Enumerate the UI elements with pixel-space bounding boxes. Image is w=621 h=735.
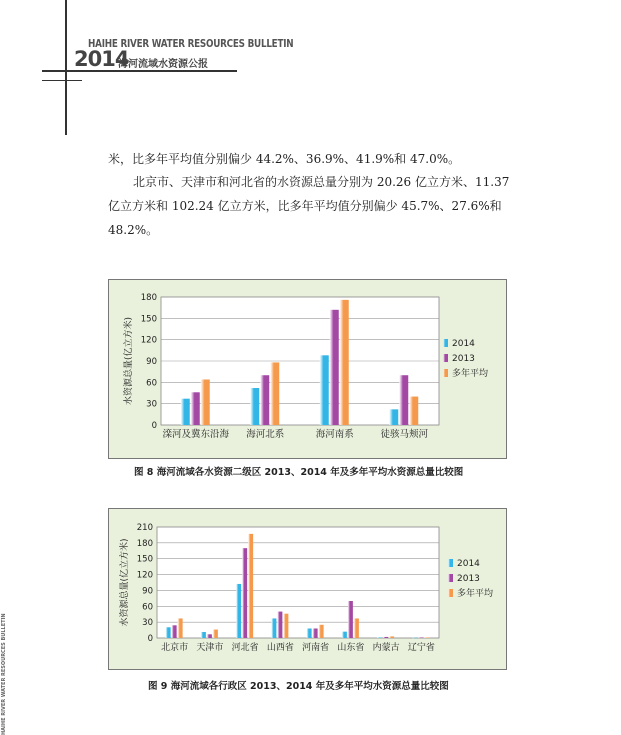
bar-2014 (389, 409, 398, 425)
y-tick-label: 120 (140, 335, 157, 346)
bar-多年平均 (283, 614, 288, 638)
bar-2013 (207, 634, 212, 638)
legend-label: 2014 (452, 339, 475, 349)
legend-swatch (448, 589, 453, 597)
legend-swatch (443, 369, 448, 377)
legend-swatch (448, 559, 453, 567)
bar-多年平均 (248, 534, 253, 638)
y-tick-label: 0 (151, 421, 157, 431)
bar-多年平均 (354, 618, 359, 638)
y-tick-label: 150 (140, 314, 157, 325)
legend-label: 2013 (452, 354, 475, 364)
chart-figure-9 (108, 508, 507, 670)
y-tick-label: 180 (140, 293, 157, 303)
bar-2014 (320, 355, 329, 425)
y-tick-label: 180 (136, 538, 153, 549)
bar-2014 (377, 637, 382, 638)
x-category-label: 徒骇马颊河 (380, 429, 429, 440)
body-line-1: 米，比多年平均值分别偏少 44.2%、36.9%、41.9%和 47.0%。 (108, 152, 461, 166)
y-axis-label: 水资源总量(亿立方米) (120, 538, 130, 627)
chart-figure-8-svg (109, 280, 506, 458)
x-category-label: 滦河及冀东沿海 (162, 429, 230, 440)
y-tick-label: 60 (146, 378, 157, 389)
header-vertical-rule (65, 0, 67, 135)
y-tick-label: 60 (142, 602, 153, 613)
bar-多年平均 (409, 397, 418, 425)
plot-area (157, 527, 439, 638)
bar-2013 (277, 612, 282, 638)
legend-swatch (443, 339, 448, 347)
bar-2014 (250, 388, 259, 425)
bar-2013 (418, 637, 423, 638)
header-chinese-title: 海河流域水资源公报 (118, 59, 208, 70)
bar-2014 (271, 618, 276, 638)
bar-2014 (181, 399, 190, 425)
bar-多年平均 (319, 625, 324, 638)
header-short-rule (42, 80, 82, 81)
bar-多年平均 (213, 630, 218, 638)
bar-多年平均 (178, 618, 183, 638)
header-year: 2014 (74, 47, 129, 71)
legend-label: 多年平均 (452, 369, 489, 379)
x-category-label: 内蒙古 (372, 643, 400, 653)
bar-2013 (172, 625, 177, 638)
bar-2013 (330, 310, 339, 425)
x-category-label: 河北省 (231, 643, 259, 653)
x-category-label: 北京市 (161, 643, 189, 653)
bar-2014 (307, 628, 312, 638)
y-tick-label: 210 (136, 523, 153, 533)
y-tick-label: 30 (146, 399, 157, 410)
y-tick-label: 120 (136, 570, 153, 581)
bar-2013 (399, 375, 408, 425)
y-tick-label: 90 (146, 357, 157, 367)
figure-9-caption: 图 9 海河流域各行政区 2013、2014 年及多年平均水资源总量比较图 (148, 681, 449, 692)
x-category-label: 辽宁省 (407, 643, 435, 653)
bar-多年平均 (270, 362, 279, 425)
header-horizontal-rule (42, 70, 237, 72)
y-axis-label: 水资源总量(亿立方米) (124, 316, 134, 406)
bar-2014 (236, 584, 241, 638)
x-category-label: 山西省 (266, 643, 294, 653)
bar-2014 (166, 627, 171, 638)
legend-label: 2014 (457, 559, 480, 569)
bar-2013 (191, 392, 200, 425)
x-category-label: 天津市 (196, 643, 224, 653)
bar-2014 (342, 632, 347, 638)
legend-swatch (443, 354, 448, 362)
legend-label: 2013 (457, 574, 480, 584)
side-vertical-text (1, 613, 9, 735)
bar-多年平均 (389, 636, 394, 638)
bar-多年平均 (424, 637, 429, 638)
bar-2013 (242, 548, 247, 638)
x-category-label: 河南省 (302, 643, 330, 653)
chart-figure-9-svg (109, 509, 506, 669)
figure-8-caption: 图 8 海河流域各水资源二级区 2013、2014 年及多年平均水资源总量比较图 (134, 467, 464, 478)
chart-figure-8 (108, 279, 507, 459)
x-category-label: 山东省 (337, 643, 365, 653)
bar-2013 (348, 601, 353, 638)
legend-swatch (448, 574, 453, 582)
y-tick-label: 30 (142, 618, 153, 629)
x-category-label: 海河南系 (315, 429, 354, 440)
y-tick-label: 90 (142, 586, 153, 597)
side-text-label: HAIHE RIVER WATER RESOURCES BULLETIN (1, 613, 7, 735)
bar-2013 (313, 628, 318, 638)
bar-2014 (412, 638, 417, 639)
body-line-4: 48.2%。 (108, 223, 159, 237)
body-line-3: 亿立方米和 102.24 亿立方米，比多年平均值分别偏少 45.7%、27.6%和 (108, 199, 502, 213)
body-line-2: 北京市、天津市和河北省的水资源总量分别为 20.26 亿立方米、11.37 (133, 175, 510, 189)
legend-label: 多年平均 (457, 589, 494, 599)
header-bulletin-title: HAIHE RIVER WATER RESOURCES BULLETIN (88, 37, 294, 50)
y-tick-label: 150 (136, 554, 153, 565)
bar-多年平均 (340, 300, 349, 425)
bar-2013 (383, 637, 388, 638)
bar-2013 (260, 375, 269, 425)
y-tick-label: 0 (147, 634, 153, 644)
x-category-label: 海河北系 (246, 429, 285, 440)
bar-2014 (201, 632, 206, 638)
bar-多年平均 (201, 379, 210, 425)
